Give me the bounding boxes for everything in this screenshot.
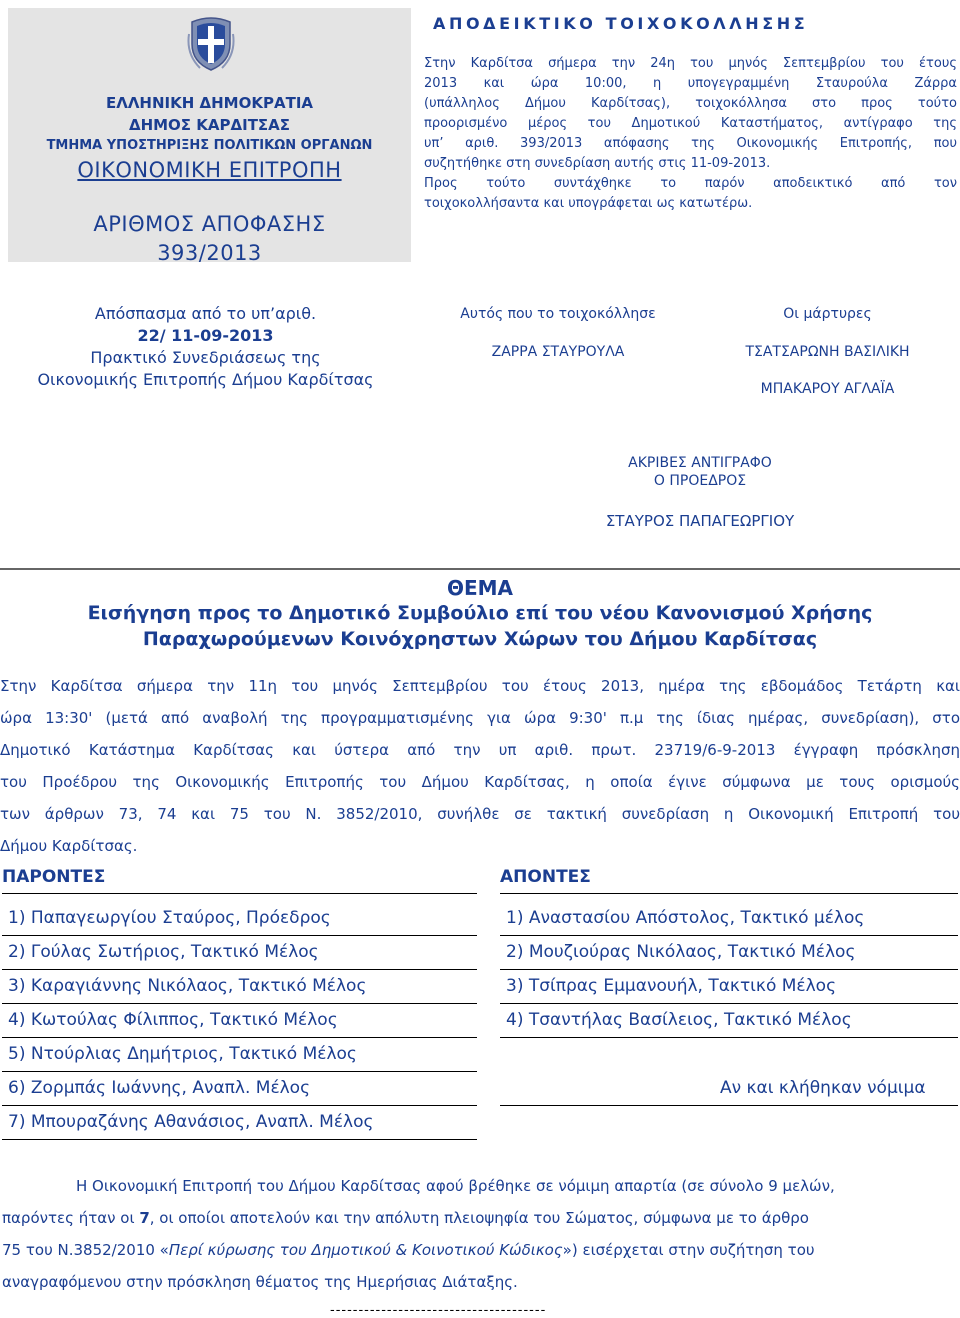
row-rule	[500, 969, 958, 970]
row-rule	[2, 1071, 477, 1072]
excerpt-line: Οικονομικής Επιτροπής Δήμου Καρδίτσας	[37, 370, 374, 389]
excerpt-line: Πρακτικό Συνεδριάσεως της	[90, 348, 321, 367]
witness-name: ΤΣΑΤΣΑΡΩΝΗ ΒΑΣΙΛΙΚΗ	[745, 344, 910, 360]
certificate-line: Στην Καρδίτσα σήμερα την 24η του μηνός Σεπτεμβρίου του έτους	[424, 56, 957, 71]
row-rule	[2, 935, 477, 936]
intro-line: του Προέδρου της Οικονομικής Επιτροπής του Δήμου Καρδίτσας, η οποία έγινε σύμφωνα με τους ορισμούς	[0, 773, 960, 791]
certificate-title: ΑΠΟΔΕΙΚΤΙΚΟ ΤΟΙΧΟΚΟΛΛΗΣΗΣ	[433, 14, 809, 33]
certificate-line: 2013 και ώρα 10:00, η υπογεγραμμένη Σταυρούλα Ζάρρα	[424, 76, 957, 91]
present-heading: ΠΑΡΟΝΤΕΣ	[2, 867, 106, 887]
excerpt-block	[8, 303, 403, 391]
row-rule	[2, 1139, 477, 1140]
quorum-text: , οι οποίοι αποτελούν και την απόλυτη πλειοψηφία του Σώματος, σύμφωνα με το άρθρο	[149, 1209, 809, 1227]
present-member: 3) Καραγιάννης Νικόλαος, Τακτικό Μέλος	[8, 976, 367, 996]
certificate-line: (υπάλληλος Δήμου Καρδίτσας), τοιχοκόλλησα στο προς τούτο	[424, 96, 957, 111]
quorum-line: αναγραφόμενου στην πρόσκληση θέματος της Ημερήσιας Διάταξης.	[2, 1273, 518, 1291]
intro-line: ώρα 13:30' (μετά από αναβολή της προγραμματισμένης για ώρα 9:30' π.μ της ίδιας ημέρας, συνεδρίαση), στο	[0, 709, 960, 727]
witnesses-label: Οι μάρτυρες	[783, 306, 872, 322]
coat-of-arms-icon	[186, 14, 236, 74]
certificate-line: προορισμένο μέρος του Δημοτικού Καταστήματος, αντίγραφο της	[424, 116, 957, 131]
country-name: ΕΛΛΗΝΙΚΗ ΔΗΜΟΚΡΑΤΙΑ	[105, 94, 314, 112]
certificate-body	[424, 54, 957, 214]
intro-line: των άρθρων 73, 74 και 75 του Ν. 3852/2010, συνήλθε σε τακτική συνεδρίαση η Οικονομική Επιτροπή του	[0, 805, 960, 823]
law-title: Περί κύρωσης του Δημοτικού & Κοινοτικού Κώδικος	[168, 1241, 563, 1259]
header-box	[8, 8, 411, 265]
row-rule	[500, 1105, 958, 1106]
absent-note: Αν και κλήθηκαν νόμιμα	[720, 1078, 926, 1098]
intro-line: Στην Καρδίτσα σήμερα την 11η του μηνός Σεπτεμβρίου του έτους 2013, ημέρα της εβδομάδος Τετάρτη και	[0, 677, 960, 695]
quorum-text: ») εισέρχεται στην συζήτηση του	[562, 1241, 815, 1259]
present-member: 7) Μπουραζάνης Αθανάσιος, Αναπλ. Μέλος	[8, 1112, 374, 1132]
present-rule	[2, 893, 477, 894]
witness-name: ΜΠΑΚΑΡΟΥ ΑΓΛΑΪΑ	[760, 381, 895, 397]
absent-member: 2) Μουζιούρας Νικόλαος, Τακτικό Μέλος	[506, 942, 856, 962]
present-count: 7	[139, 1209, 150, 1227]
row-rule	[2, 1037, 477, 1038]
row-rule	[2, 1105, 477, 1106]
row-rule	[2, 969, 477, 970]
municipality-name: ΔΗΜΟΣ ΚΑΡΔΙΤΣΑΣ	[128, 116, 291, 134]
subject-line: Εισήγηση προς το Δημοτικό Συμβούλιο επί του νέου Κανονισμού Χρήσης	[87, 602, 873, 624]
row-rule	[500, 935, 958, 936]
certificate-line: Προς τούτο συντάχθηκε το παρόν αποδεικτικό από τον	[424, 176, 957, 191]
committee-name: ΟΙΚΟΝΟΜΙΚΗ ΕΠΙΤΡΟΠΗ	[77, 158, 342, 182]
certificate-line: υπ’ αριθ. 393/2013 απόφασης της Οικονομικής Επιτροπής, που	[424, 136, 957, 151]
present-member: 2) Γούλας Σωτήριος, Τακτικό Μέλος	[8, 942, 319, 962]
row-rule	[500, 1037, 958, 1038]
row-rule	[500, 1003, 958, 1004]
absent-member: 4) Τσαντήλας Βασίλειος, Τακτικό Μέλος	[506, 1010, 852, 1030]
subject-line: Παραχωρούμενων Κοινόχρηστων Χώρων του Δήμου Καρδίτσας	[142, 628, 818, 650]
decision-number: 393/2013	[157, 241, 262, 265]
true-copy-label: ΑΚΡΙΒΕΣ ΑΝΤΙΓΡΑΦΟ	[628, 455, 772, 471]
present-member: 1) Παπαγεωργίου Σταύρος, Πρόεδρος	[8, 908, 331, 928]
certificate-line: συζητήθηκε στη συνεδρίαση αυτής στις 11-09-2013.	[424, 156, 771, 171]
section-divider	[0, 568, 960, 570]
quorum-line	[2, 1209, 809, 1227]
president-label: Ο ΠΡΟΕΔΡΟΣ	[653, 473, 747, 489]
poster-name: ΖΑΡΡΑ ΣΤΑΥΡΟΥΛΑ	[491, 344, 625, 360]
separator-line: --------------------------------------	[330, 1303, 547, 1318]
absent-member: 1) Αναστασίου Απόστολος, Τακτικό μέλος	[506, 908, 865, 928]
decision-label: ΑΡΙΘΜΟΣ ΑΠΟΦΑΣΗΣ	[93, 212, 326, 236]
quorum-text: παρόντες ήταν οι	[2, 1209, 140, 1227]
president-name: ΣΤΑΥΡΟΣ ΠΑΠΑΓΕΩΡΓΙΟΥ	[605, 512, 795, 530]
quorum-text: 75 του Ν.3852/2010 «	[2, 1241, 169, 1259]
intro-line: Δημοτικό Κατάστημα Καρδίτσας και ύστερα από την υπ αριθ. πρωτ. 23719/6-9-2013 έγγραφη πρόσκληση	[0, 741, 960, 759]
poster-label: Αυτός που το τοιχοκόλλησε	[460, 306, 656, 322]
present-member: 6) Ζορμπάς Ιωάννης, Αναπλ. Μέλος	[8, 1078, 311, 1098]
certificate-line: τοιχοκολλήσαντα και υπογράφεται ως κατωτέρω.	[424, 196, 753, 211]
quorum-line	[2, 1241, 815, 1259]
absent-heading: ΑΠΟΝΤΕΣ	[500, 867, 591, 887]
intro-line: Δήμου Καρδίτσας.	[0, 837, 138, 855]
absent-rule	[500, 893, 958, 894]
present-member: 4) Κωτούλας Φίλιππος, Τακτικό Μέλος	[8, 1010, 338, 1030]
quorum-line: Η Οικονομική Επιτροπή του Δήμου Καρδίτσας αφού βρέθηκε σε νόμιμη απαρτία (σε σύνολο 9 μελών,	[76, 1177, 835, 1195]
department-name: ΤΜΗΜΑ ΥΠΟΣΤΗΡΙΞΗΣ ΠΟΛΙΤΙΚΩΝ ΟΡΓΑΝΩΝ	[46, 138, 373, 153]
subject-heading: ΘΕΜΑ	[446, 576, 514, 600]
row-rule	[2, 1003, 477, 1004]
excerpt-session-number: 22/ 11-09-2013	[137, 326, 274, 345]
excerpt-line: Απόσπασμα από το υπ’αριθ.	[94, 304, 317, 323]
present-member: 5) Ντούρλιας Δημήτριος, Τακτικό Μέλος	[8, 1044, 357, 1064]
absent-member: 3) Τσίπρας Εμμανουήλ, Τακτικό Μέλος	[506, 976, 837, 996]
